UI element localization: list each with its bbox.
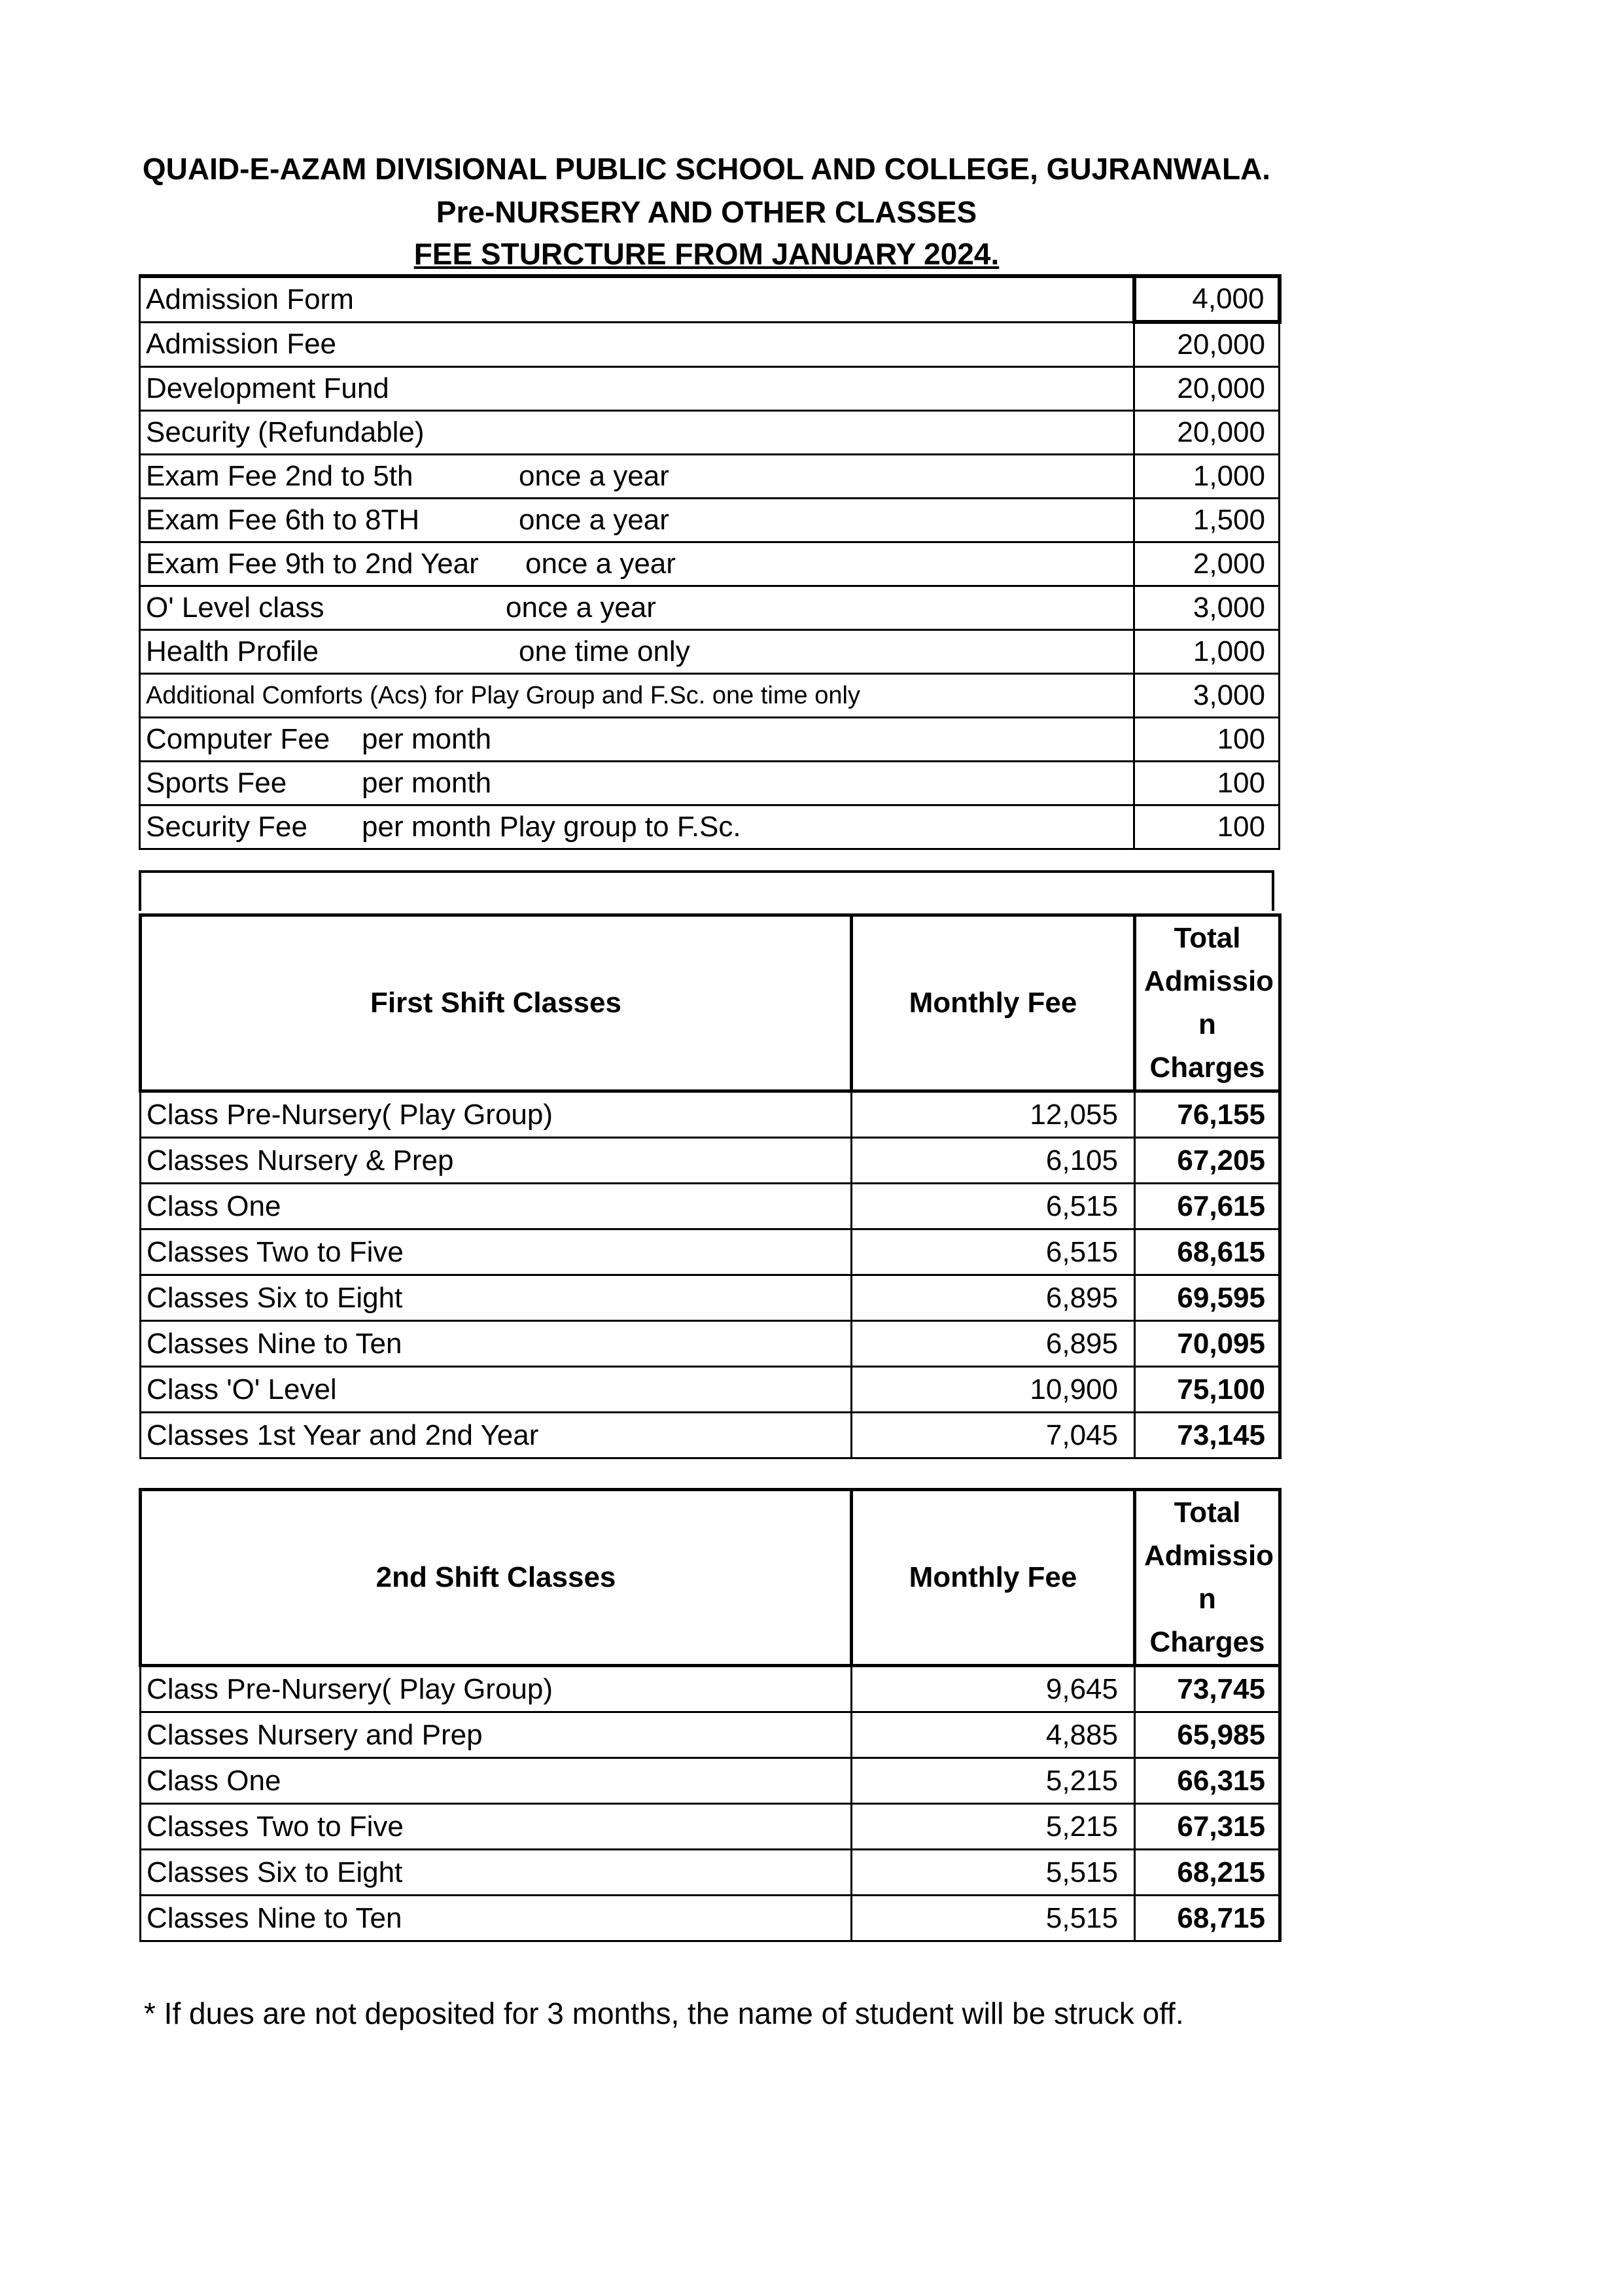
first-shift-monthly-fee: 6,515 — [852, 1184, 1135, 1229]
fee-row — [140, 276, 1280, 322]
footnote: * If dues are not deposited for 3 months, the name of student will be struck off. — [144, 1996, 1184, 2030]
first-shift-total-charges: 73,145 — [1135, 1413, 1280, 1458]
first-shift-monthly-fee: 6,895 — [852, 1321, 1135, 1367]
first-shift-total-charges: 75,100 — [1135, 1367, 1280, 1413]
fee-label: O' Level class — [146, 592, 324, 624]
fee-row — [140, 322, 1280, 367]
first-shift-row — [141, 1229, 1280, 1275]
fee-note: per month Play group to F.Sc. — [362, 811, 741, 843]
fee-label-cell — [140, 630, 1134, 674]
fee-structure-heading: FEE STURCTURE FROM JANUARY 2024. — [413, 237, 1000, 271]
fee-amount: 20,000 — [1134, 322, 1280, 367]
first-shift-row — [141, 1275, 1280, 1321]
first-shift-monthly-fee: 7,045 — [852, 1413, 1135, 1458]
fee-label-cell — [140, 586, 1134, 630]
first-shift-monthly-fee-header: Monthly Fee — [852, 915, 1135, 1091]
first-shift-class-name: Classes Two to Five — [141, 1229, 852, 1275]
fee-note: one time only — [519, 635, 690, 667]
fee-amount: 100 — [1134, 718, 1280, 762]
first-shift-classes-header: First Shift Classes — [141, 915, 852, 1091]
fee-label: Security Fee — [146, 811, 307, 843]
second-shift-class-name: Class One — [141, 1758, 852, 1804]
fee-label-cell — [140, 499, 1134, 542]
fee-label-cell — [140, 542, 1134, 586]
second-shift-total-header — [1135, 1490, 1280, 1666]
second-shift-class-name: Classes Six to Eight — [141, 1850, 852, 1896]
fee-label: Exam Fee 6th to 8TH — [146, 504, 420, 536]
fee-note: once a year — [506, 592, 656, 624]
fee-label-cell — [140, 718, 1134, 762]
fee-label: Security (Refundable) — [146, 416, 425, 448]
second-shift-header-row — [141, 1490, 1280, 1666]
second-shift-class-name: Classes Two to Five — [141, 1804, 852, 1850]
school-title: QUAID-E-AZAM DIVISIONAL PUBLIC SCHOOL AND COLLEGE, GUJRANWALA. — [142, 152, 1271, 186]
fee-label-cell — [140, 322, 1134, 367]
fee-note: once a year — [525, 548, 676, 580]
second-shift-monthly-fee: 9,645 — [852, 1666, 1135, 1712]
first-shift-class-name: Class 'O' Level — [141, 1367, 852, 1413]
fee-label-cell — [140, 367, 1134, 411]
second-shift-total-header-line: Total — [1174, 1496, 1241, 1528]
fee-row — [140, 805, 1280, 849]
second-shift-table — [139, 1488, 1282, 1942]
fee-label: Admission Fee — [146, 328, 337, 361]
fee-row — [140, 455, 1280, 499]
fee-label: Development Fund — [146, 372, 389, 404]
fee-row — [140, 586, 1280, 630]
second-shift-total-charges: 68,215 — [1135, 1850, 1280, 1896]
first-shift-total-header-line: Total — [1174, 922, 1241, 954]
second-shift-row — [141, 1804, 1280, 1850]
fee-note: per month — [362, 767, 492, 799]
first-shift-total-charges: 68,615 — [1135, 1229, 1280, 1275]
first-shift-row — [141, 1138, 1280, 1184]
fee-amount: 1,000 — [1134, 455, 1280, 499]
fee-row — [140, 542, 1280, 586]
fees-table — [139, 274, 1282, 850]
fee-label: Exam Fee 9th to 2nd Year — [146, 548, 479, 580]
fee-row — [140, 718, 1280, 762]
second-shift-monthly-fee: 5,515 — [852, 1896, 1135, 1941]
fee-row — [140, 674, 1280, 718]
fee-label-cell — [140, 674, 1134, 718]
first-shift-header-row — [141, 915, 1280, 1091]
fee-amount: 2,000 — [1134, 542, 1280, 586]
second-shift-class-name: Classes Nursery and Prep — [141, 1712, 852, 1758]
first-shift-row — [141, 1413, 1280, 1458]
first-shift-total-charges: 76,155 — [1135, 1091, 1280, 1138]
first-shift-class-name: Classes Six to Eight — [141, 1275, 852, 1321]
fee-note: per month — [362, 723, 492, 755]
second-shift-total-charges: 65,985 — [1135, 1712, 1280, 1758]
second-shift-row — [141, 1896, 1280, 1941]
second-shift-total-charges: 68,715 — [1135, 1896, 1280, 1941]
second-shift-total-header-line: Admissio — [1144, 1540, 1274, 1572]
first-shift-table — [139, 913, 1282, 1459]
second-shift-total-charges: 66,315 — [1135, 1758, 1280, 1804]
first-shift-class-name: Class One — [141, 1184, 852, 1229]
fee-amount: 3,000 — [1134, 586, 1280, 630]
fee-amount: 100 — [1134, 762, 1280, 805]
second-shift-row — [141, 1712, 1280, 1758]
fee-label-cell — [140, 276, 1134, 322]
fee-note: once a year — [519, 460, 669, 492]
second-shift-monthly-fee: 5,515 — [852, 1850, 1135, 1896]
first-shift-total-header-line: Admissio — [1144, 965, 1274, 997]
fee-amount: 3,000 — [1134, 674, 1280, 718]
table-spacer-row — [139, 870, 1274, 911]
first-shift-class-name: Classes Nursery & Prep — [141, 1138, 852, 1184]
first-shift-row — [141, 1184, 1280, 1229]
first-shift-monthly-fee: 6,105 — [852, 1138, 1135, 1184]
fee-row — [140, 630, 1280, 674]
first-shift-class-name: Classes 1st Year and 2nd Year — [141, 1413, 852, 1458]
first-shift-total-charges: 70,095 — [1135, 1321, 1280, 1367]
fee-label-cell — [140, 455, 1134, 499]
second-shift-total-header-line: n — [1198, 1583, 1216, 1615]
first-shift-monthly-fee: 10,900 — [852, 1367, 1135, 1413]
fee-amount: 100 — [1134, 805, 1280, 849]
first-shift-row — [141, 1091, 1280, 1138]
first-shift-class-name: Classes Nine to Ten — [141, 1321, 852, 1367]
second-shift-classes-header: 2nd Shift Classes — [141, 1490, 852, 1666]
fee-label: Sports Fee — [146, 767, 287, 799]
fee-label: Additional Comforts (Acs) for Play Group and F.Sc. one time only — [146, 682, 860, 709]
first-shift-total-charges: 69,595 — [1135, 1275, 1280, 1321]
first-shift-row — [141, 1367, 1280, 1413]
second-shift-row — [141, 1758, 1280, 1804]
first-shift-total-header-line: Charges — [1149, 1051, 1265, 1084]
first-shift-total-charges: 67,205 — [1135, 1138, 1280, 1184]
fee-label: Health Profile — [146, 635, 319, 667]
first-shift-row — [141, 1321, 1280, 1367]
fee-row — [140, 499, 1280, 542]
fee-label-cell — [140, 805, 1134, 849]
second-shift-monthly-fee: 5,215 — [852, 1758, 1135, 1804]
classes-subtitle: Pre-NURSERY AND OTHER CLASSES — [436, 195, 977, 229]
fee-amount: 1,000 — [1134, 630, 1280, 674]
second-shift-class-name: Class Pre-Nursery( Play Group) — [141, 1666, 852, 1712]
fee-label-cell — [140, 762, 1134, 805]
first-shift-total-header-line: n — [1198, 1008, 1216, 1040]
fee-label: Computer Fee — [146, 723, 330, 755]
fee-label-cell — [140, 411, 1134, 455]
first-shift-monthly-fee: 6,515 — [852, 1229, 1135, 1275]
second-shift-monthly-fee-header: Monthly Fee — [852, 1490, 1135, 1666]
first-shift-monthly-fee: 6,895 — [852, 1275, 1135, 1321]
fee-amount: 4,000 — [1134, 276, 1280, 322]
fee-row — [140, 367, 1280, 411]
second-shift-total-charges: 67,315 — [1135, 1804, 1280, 1850]
fee-note: once a year — [519, 504, 669, 536]
second-shift-row — [141, 1666, 1280, 1712]
fee-label: Exam Fee 2nd to 5th — [146, 460, 413, 492]
fee-row — [140, 762, 1280, 805]
first-shift-total-charges: 67,615 — [1135, 1184, 1280, 1229]
first-shift-monthly-fee: 12,055 — [852, 1091, 1135, 1138]
second-shift-row — [141, 1850, 1280, 1896]
fee-amount: 1,500 — [1134, 499, 1280, 542]
second-shift-total-charges: 73,745 — [1135, 1666, 1280, 1712]
fee-amount: 20,000 — [1134, 411, 1280, 455]
fee-row — [140, 411, 1280, 455]
first-shift-total-header — [1135, 915, 1280, 1091]
first-shift-class-name: Class Pre-Nursery( Play Group) — [141, 1091, 852, 1138]
second-shift-class-name: Classes Nine to Ten — [141, 1896, 852, 1941]
second-shift-total-header-line: Charges — [1149, 1626, 1265, 1658]
second-shift-monthly-fee: 5,215 — [852, 1804, 1135, 1850]
fee-amount: 20,000 — [1134, 367, 1280, 411]
second-shift-monthly-fee: 4,885 — [852, 1712, 1135, 1758]
fee-label: Admission Form — [146, 283, 354, 315]
